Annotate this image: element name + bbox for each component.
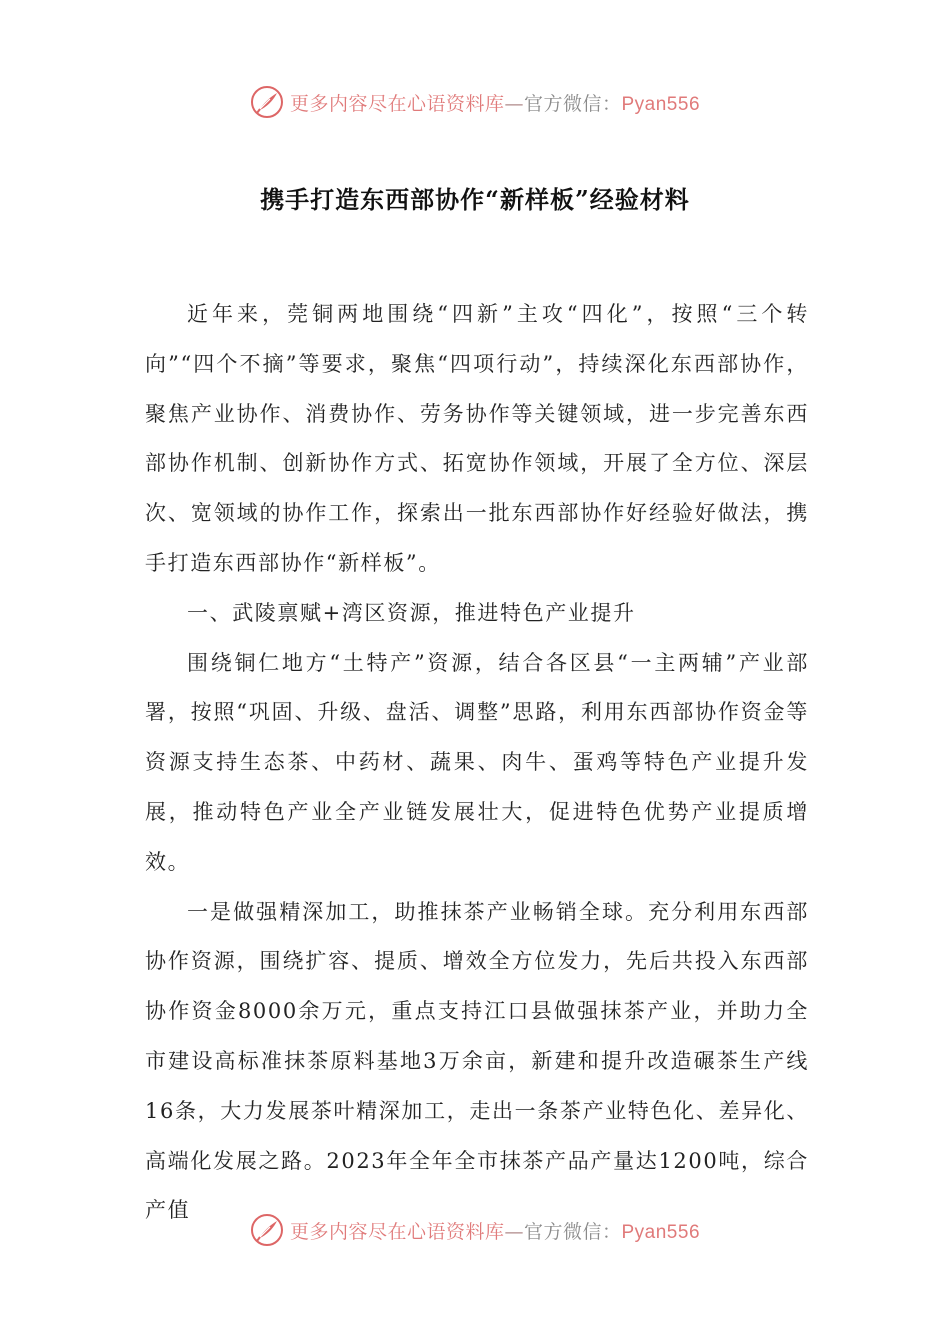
document-title: 携手打造东西部协作“新样板”经验材料: [260, 185, 690, 214]
watermark-text: [290, 89, 700, 116]
watermark-wechat-id: Pyan556: [621, 1221, 701, 1243]
watermark-wechat-label: 官方微信：: [523, 92, 622, 115]
watermark-wechat-label: 官方微信：: [523, 1220, 622, 1243]
feather-pen-logo-icon: [250, 85, 284, 119]
section-heading-1: 一、武陵禀赋+湾区资源，推进特色产业提升: [187, 600, 636, 625]
header-watermark: [0, 82, 950, 122]
footer-watermark: [0, 1210, 950, 1250]
watermark-text: [290, 1217, 700, 1244]
watermark-dash: —: [504, 92, 524, 115]
watermark-dash: —: [504, 1220, 524, 1243]
document-body: [145, 290, 809, 1236]
watermark-wechat-id: Pyan556: [621, 93, 701, 115]
feather-pen-logo-icon: [250, 1213, 284, 1247]
paragraph-intro: 近年来，莞铜两地围绕“四新”主攻“四化”，按照“三个转向”“四个不摘”等要求，聚焦“四项行动”，持续深化东西部协作，聚焦产业协作、消费协作、劳务协作等关键领域，进一步完善东西部协作机制、创新协作方式、拓宽协作领域，开展了全方位、深层次、宽领域的协作工作，探索出一批东西部协作好经验好做法，携手打造东西部协作“新样板”。: [145, 302, 809, 575]
watermark-site: 更多内容尽在心语资料库: [289, 1220, 505, 1243]
paragraph-section-1: 围绕铜仁地方“土特产”资源，结合各区县“一主两辅”产业部署，按照“巩固、升级、盘活、调整”思路，利用东西部协作资金等资源支持生态茶、中药材、蔬果、肉牛、蛋鸡等特色产业提升发展，推动特色产业全产业链发展壮大，促进特色优势产业提质增效。: [145, 650, 809, 874]
watermark-site: 更多内容尽在心语资料库: [289, 92, 505, 115]
paragraph-item-1: 一是做强精深加工，助推抹茶产业畅销全球。充分利用东西部协作资源，围绕扩容、提质、增效全方位发力，先后共投入东西部协作资金8000余万元，重点支持江口县做强抹茶产业，并助力全市建设高标准抹茶原料基地3万余亩，新建和提升改造碾茶生产线16条，大力发展茶叶精深加工，走出一条茶产业特色化、差异化、高端化发展之路。2023年全年全市抹茶产品产量达1200吨，综合产值: [145, 899, 809, 1223]
